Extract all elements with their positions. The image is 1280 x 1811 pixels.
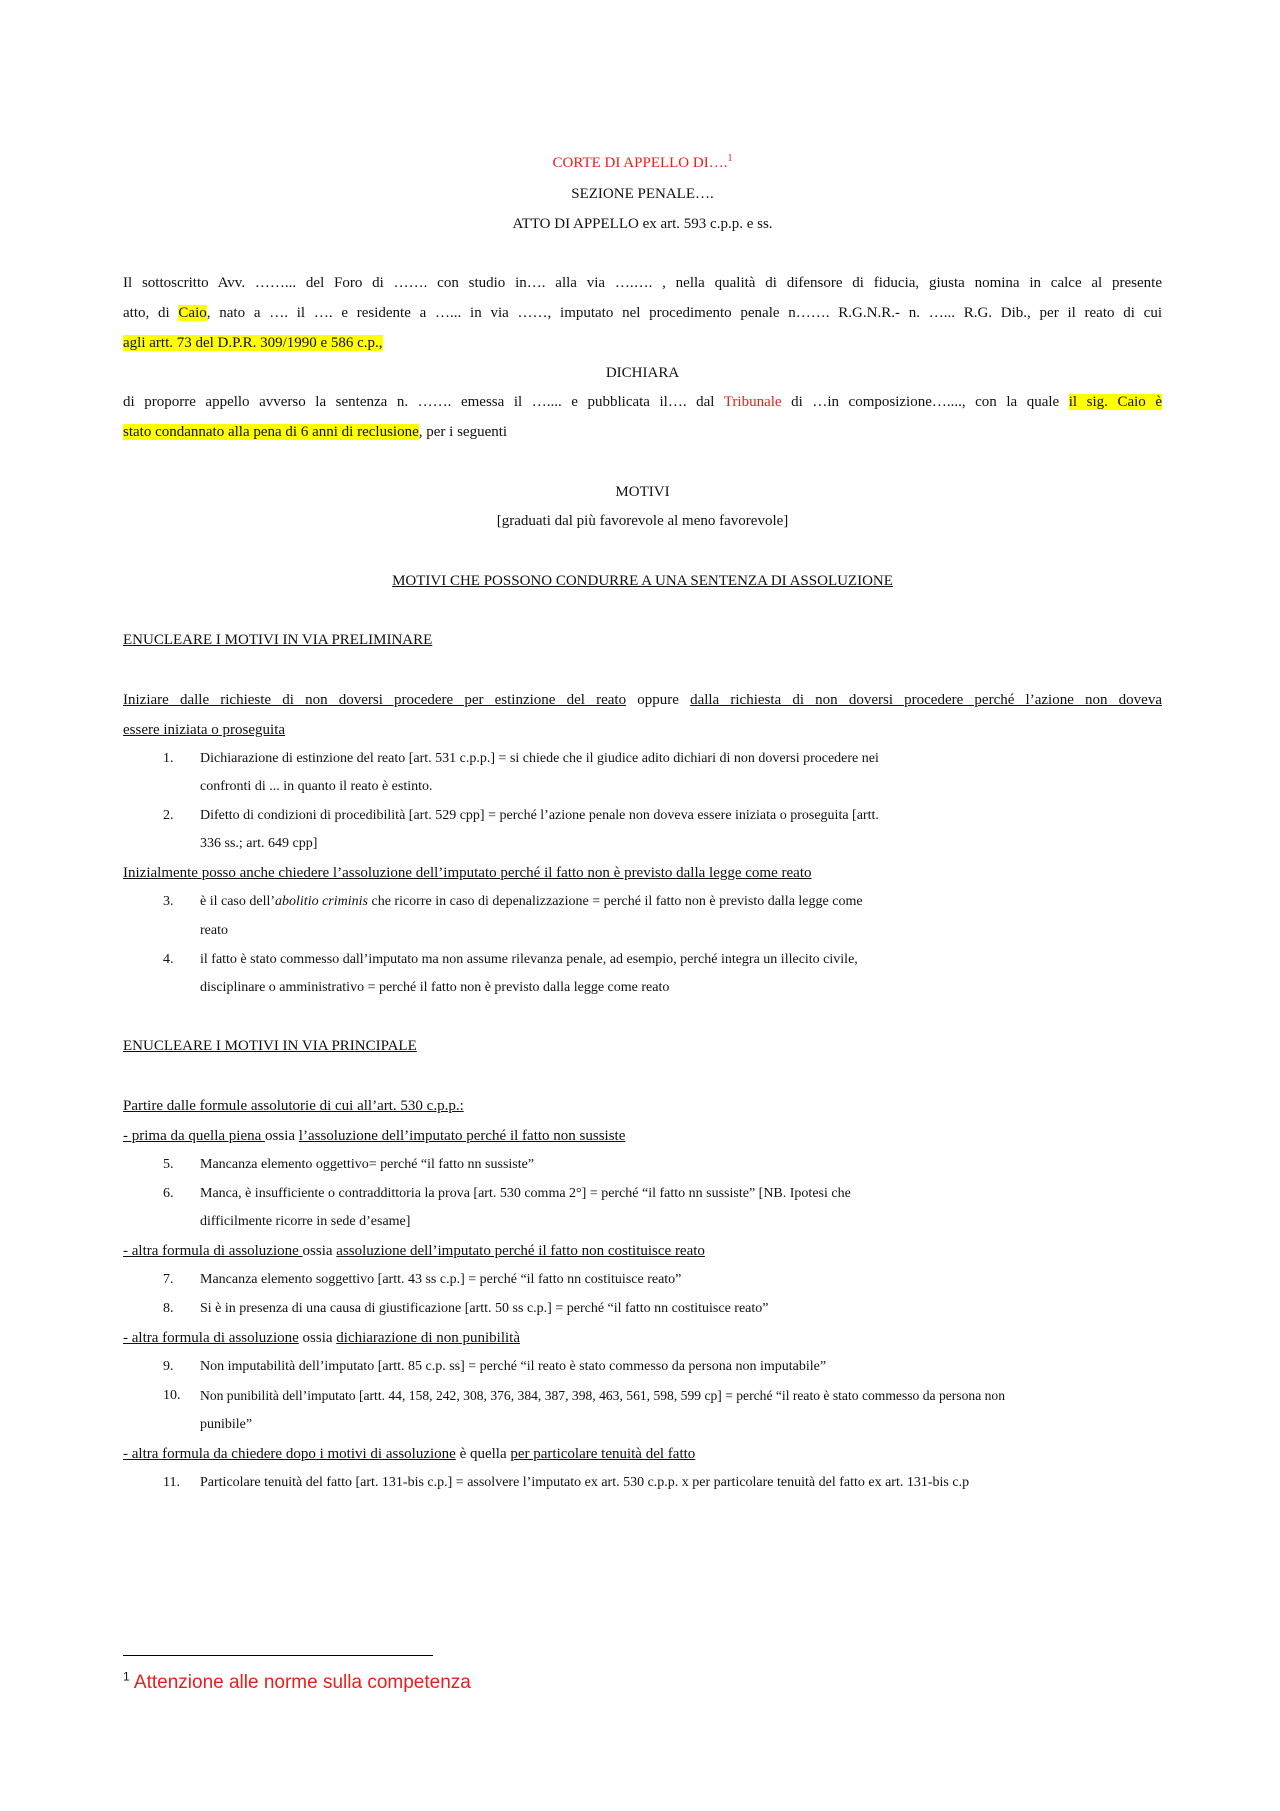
motivi-title: MOTIVI xyxy=(615,484,670,500)
footnote-separator xyxy=(123,1655,433,1656)
motivi-subtitle: [graduati dal più favorevole al meno favorevole] xyxy=(496,513,789,529)
formula-non-punibilita: - altra formula di assoluzione ossia dichiarazione di non punibilità xyxy=(123,1330,520,1346)
footnote: $^1$ Attenzione alle norme sulla competenza xyxy=(123,1669,471,1693)
highlight-articles: agli artt. 73 del D.P.R. 309/1990 e 586 c.p., xyxy=(123,335,383,351)
court-title: CORTE DI APPELLO DI….$^1$ xyxy=(552,153,733,171)
footnote-text: Attenzione alle norme sulla competenza xyxy=(133,1672,471,1693)
declaration-line-1: di proporre appello avverso la sentenza n. ……. emessa il ….... e pubblicata il…. dal Tribunale di …in composizione…...., con la quale il sig. Caio è xyxy=(123,394,1162,410)
footnote-reference[interactable]: 1 xyxy=(727,153,733,164)
sec1-paragraph-line-2: essere iniziata o proseguita xyxy=(123,722,286,738)
highlight-sentence: stato condannato alla pena di 6 anni di reclusione xyxy=(123,424,419,440)
intro-line-2: atto, di Caio, nato a …. il …. e residente a …... in via ……, imputato nel procedimento penale n……. R.G.N.R.- n. …... R.G. Dib., per il reato di cui xyxy=(123,305,1162,321)
highlight-caio: Caio xyxy=(178,305,207,321)
intro-line-1: Il sottoscritto Avv. ……... del Foro di ……. con studio in…. alla via ….…. , nella qualità di difensore di fiducia, giusta nomina in calce al presente xyxy=(123,275,1162,291)
formula-non-costituisce-reato: - altra formula di assoluzione ossia assoluzione dell’imputato perché il fatto non costituisce reato xyxy=(123,1243,705,1259)
sec1-paragraph-2: Inizialmente posso anche chiedere l’assoluzione dell’imputato perché il fatto non è previsto dalla legge come reato xyxy=(123,865,812,881)
section-principale-heading: ENUCLEARE I MOTIVI IN VIA PRINCIPALE xyxy=(123,1038,417,1054)
tribunale-text: Tribunale xyxy=(723,394,782,410)
declaration-line-2: stato condannato alla pena di 6 anni di reclusione, per i seguenti xyxy=(123,424,508,440)
sec1-paragraph-line-1: Iniziare dalle richieste di non doversi procedere per estinzione del reato oppure dalla richiesta di non doversi procedere perché l’azione non doveva xyxy=(123,692,1162,708)
section-preliminare-heading: ENUCLEARE I MOTIVI IN VIA PRELIMINARE xyxy=(123,632,433,648)
highlight-sig-caio: il sig. Caio è xyxy=(1068,394,1162,410)
formula-tenuita: - altra formula da chiedere dopo i motivi di assoluzione è quella per particolare tenuità del fatto xyxy=(123,1446,696,1462)
document-title: ATTO DI APPELLO ex art. 593 c.p.p. e ss. xyxy=(512,216,773,232)
intro-line-3 xyxy=(123,333,383,353)
sec2-paragraph: Partire dalle formule assolutorie di cui all’art. 530 c.p.p.: xyxy=(123,1098,464,1114)
section-title: SEZIONE PENALE…. xyxy=(571,186,714,202)
formula-piena: - prima da quella piena ossia l’assoluzione dell’imputato perché il fatto non sussiste xyxy=(123,1128,626,1144)
motivi-heading: MOTIVI CHE POSSONO CONDURRE A UNA SENTENZA DI ASSOLUZIONE xyxy=(392,573,893,589)
dichiara-heading: DICHIARA xyxy=(605,365,680,381)
